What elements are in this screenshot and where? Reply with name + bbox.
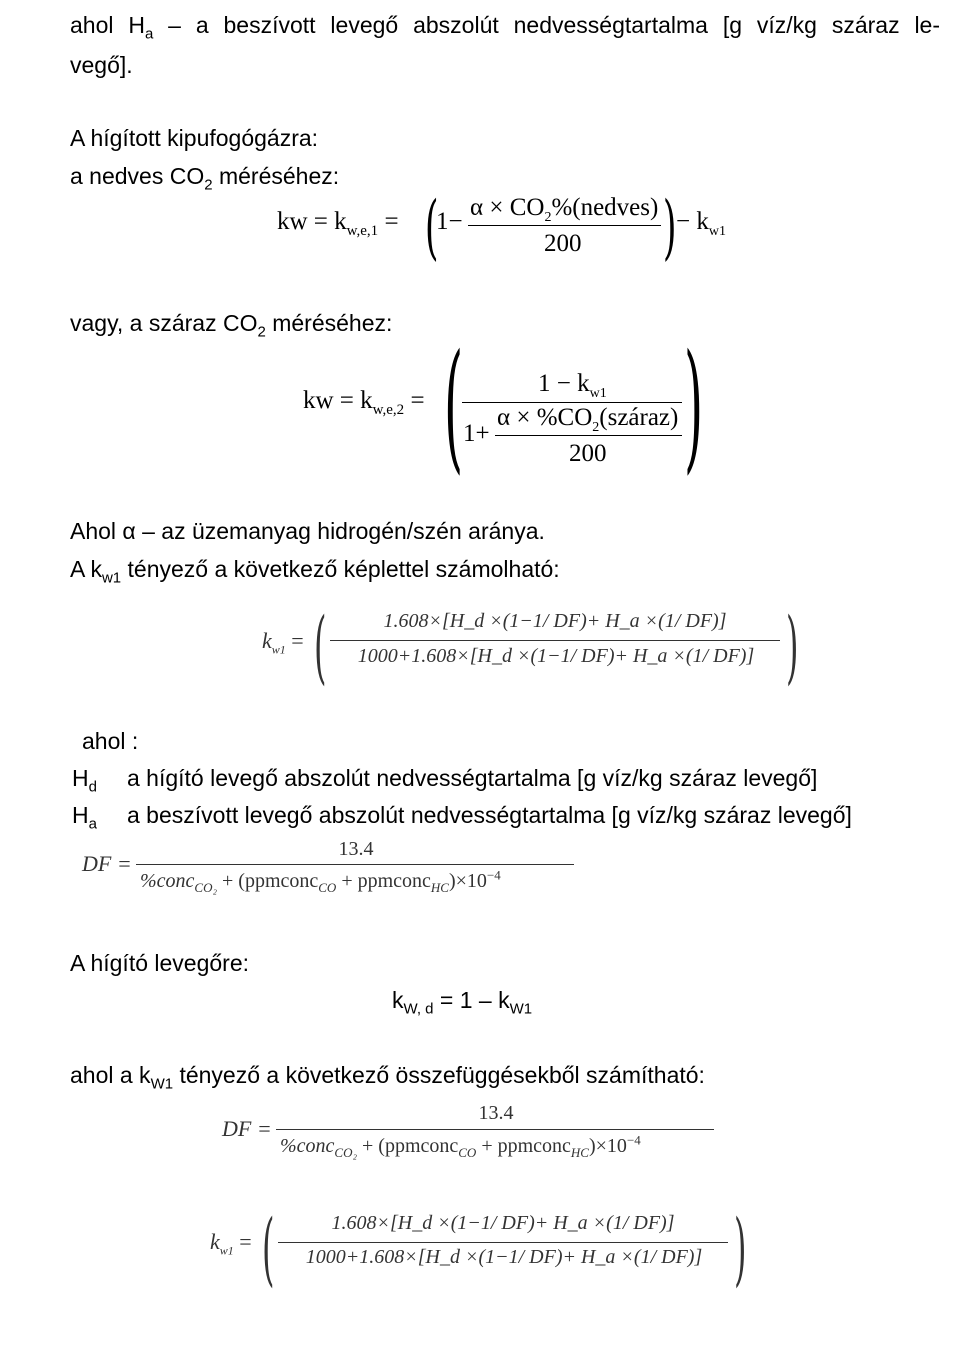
diluted-heading: A hígított kipufogógázra: bbox=[70, 125, 319, 151]
dry-co2-rest: méréséhez: bbox=[265, 310, 393, 336]
kwd-formula: $k_{W, d} = 1 - k_{W1}$ bbox=[392, 987, 533, 1018]
formula2-lhs: kw = $k_{w,e,2}$ = bbox=[303, 387, 425, 418]
df2-lhs: DF = bbox=[222, 1116, 272, 1141]
formula2-numerator: $1 - k_{w1}$ bbox=[538, 370, 607, 401]
intro-sub: a bbox=[144, 25, 154, 43]
kw1b-denominator: 1000+1.608×[H_d ×(1−1/ DF)+ H_a ×(1/ DF)] bbox=[305, 1246, 703, 1268]
intro-text: ahol H bbox=[70, 12, 145, 38]
wet-co2-text: a nedves CO bbox=[70, 163, 205, 189]
final-intro-line: ahol a $k_{W1}$ tényező a következő összefüggésekből számítható: bbox=[70, 1062, 705, 1093]
kw1-numerator: 1.608×[H_d ×(1−1/ DF)+ H_a ×(1/ DF)] bbox=[383, 610, 727, 632]
df-denominator: %conc$_{CO_2}$ + (ppmconc$_{CO}$ + $ppmconc_{HC})\times 10^{-4}$ bbox=[140, 867, 501, 895]
df2-denominator: %conc$_{CO_2}$ + (ppmconc$_{CO}$ + $ppmconc_{HC})\times 10^{-4}$ bbox=[280, 1132, 641, 1160]
ha-symbol: $H_a$ bbox=[72, 802, 97, 833]
formula1-tail: − $k_{w1}$ bbox=[676, 208, 726, 239]
formula2-inner-numerator: $\alpha \times \%CO_2(száraz)$ bbox=[497, 404, 679, 435]
df-lhs: DF = bbox=[82, 851, 132, 876]
df2-numerator: 13.4 bbox=[478, 1102, 514, 1124]
wet-co2-rest: méréséhez: bbox=[212, 163, 340, 189]
alpha-line: Ahol α – az üzemanyag hidrogén/szén aránya. bbox=[70, 518, 545, 544]
dry-co2-sub: 2 bbox=[257, 323, 266, 341]
dry-co2-heading bbox=[70, 310, 393, 341]
df-numerator: 13.4 bbox=[338, 838, 374, 860]
hd-symbol: $H_d$ bbox=[72, 765, 97, 796]
ha-description: a beszívott levegő abszolút nedvességtartalma [g víz/kg száraz levegő] bbox=[127, 802, 852, 828]
dry-co2-text: vagy, a száraz CO bbox=[70, 310, 258, 336]
wet-co2-heading bbox=[70, 163, 340, 194]
hd-description: a hígító levegő abszolút nedvességtartalma [g víz/kg száraz levegő] bbox=[127, 765, 818, 791]
formula1-lhs: kw = $k_{w,e,1}$ = bbox=[277, 208, 399, 239]
kw1b-lhs: $k_{w1}$ = bbox=[210, 1229, 252, 1258]
formula2-inner-denominator: 200 bbox=[569, 440, 607, 467]
kw1b-numerator: 1.608×[H_d ×(1−1/ DF)+ H_a ×(1/ DF)] bbox=[331, 1212, 675, 1234]
formula1-numerator: $\alpha \times CO_2\%(nedves)$ bbox=[470, 194, 659, 225]
intro-rest: – a beszívott levegő abszolút nedvességtartalma [g víz/kg száraz le- bbox=[153, 12, 941, 38]
intro-line-2: vegő]. bbox=[70, 52, 133, 78]
formula2-one-plus: 1+ bbox=[463, 420, 490, 447]
kw1-denominator: 1000+1.608×[H_d ×(1−1/ DF)+ H_a ×(1/ DF)] bbox=[357, 645, 755, 667]
formula1-one-minus: 1− bbox=[436, 208, 463, 235]
where-label: ahol : bbox=[82, 728, 139, 754]
kw1-intro-line: A $k_{w1}$ tényező a következő képlettel számolható: bbox=[70, 556, 560, 587]
formula1-denominator: 200 bbox=[544, 230, 582, 257]
kw1-lhs: $k_{w1}$ = bbox=[262, 628, 304, 657]
wet-co2-sub: 2 bbox=[204, 176, 213, 194]
intro-line-1 bbox=[70, 12, 941, 43]
dilution-air-heading: A hígító levegőre: bbox=[70, 950, 250, 976]
